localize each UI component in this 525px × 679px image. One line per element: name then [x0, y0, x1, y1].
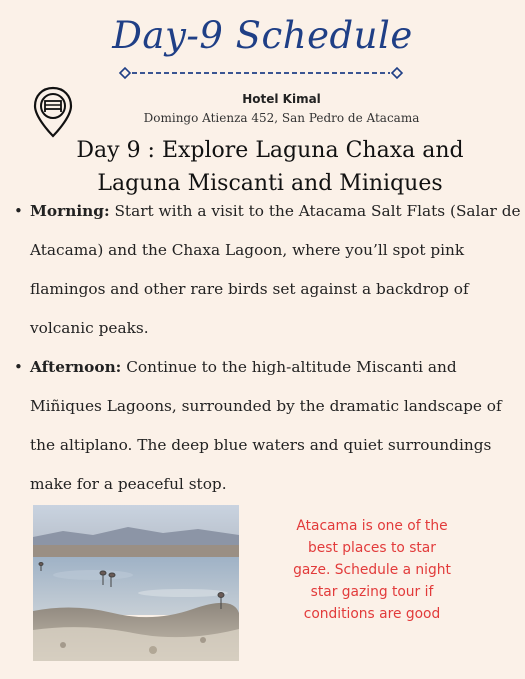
activity-list [12, 192, 525, 504]
stargazing-tip: Atacama is one of the best places to star gaze. Schedule a night star gazing tour if conditions are good [293, 518, 451, 622]
bullet-icon: • [14, 358, 23, 376]
activity-text: Continue to the high-altitude Miscanti and Miñiques Lagoons, surrounded by the dramatic landscape of the altiplano. The deep blue waters and quiet surroundings make for a peaceful stop. [30, 358, 502, 493]
activity-afternoon [12, 348, 525, 504]
hotel-address: Domingo Atienza 452, San Pedro de Atacama [143, 111, 420, 125]
day-heading: Day 9 : Explore Laguna Chaxa and Laguna Miscanti and Miniques [76, 138, 464, 196]
activity-morning [12, 192, 525, 348]
activity-text: Start with a visit to the Atacama Salt Flats (Salar de Atacama) and the Chaxa Lagoon, where you’ll spot pink flamingos and other rare birds set against a backdrop of volcanic peaks. [30, 202, 521, 337]
hotel-name: Hotel Kimal [242, 92, 321, 106]
title-divider [118, 66, 404, 80]
activity-label: Afternoon: [30, 358, 122, 376]
page-title: Day-9 Schedule [112, 14, 413, 57]
activity-label: Morning: [30, 202, 110, 220]
bullet-icon: • [14, 202, 23, 220]
salt-flat-lagoon-photo [33, 505, 239, 661]
